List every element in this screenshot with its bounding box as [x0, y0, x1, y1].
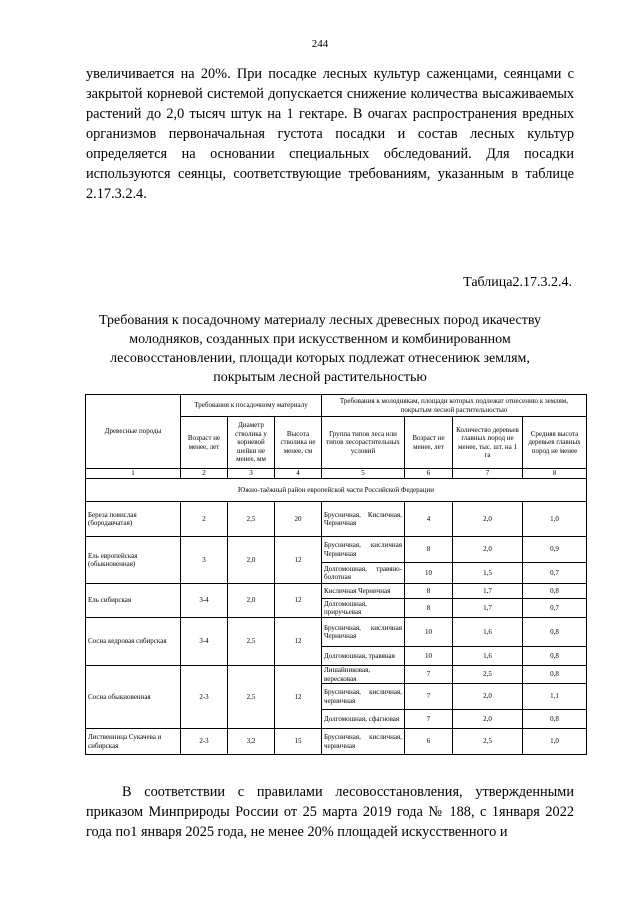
planting-age: 3	[181, 537, 228, 584]
table-row	[86, 502, 587, 537]
young-age: 10	[405, 618, 453, 647]
table-row	[86, 537, 587, 563]
species-name: Сосна кедровая сибирская	[86, 618, 181, 666]
species-name: Ель сибирская	[86, 584, 181, 618]
region-row: Южно-таёжный район европейской части Российской Федерации	[86, 479, 587, 502]
avg-height: 0,8	[523, 666, 587, 684]
column-number: 4	[275, 469, 322, 479]
young-age: 7	[405, 666, 453, 684]
header-young-stands: Требования к молоднякам, площади которых подлежат отнесению к землям, покрытым лесной растительностью	[322, 395, 587, 417]
table-row	[86, 584, 587, 599]
young-age: 8	[405, 537, 453, 563]
tree-count: 2,0	[453, 537, 523, 563]
column-number: 8	[523, 469, 587, 479]
planting-diameter: 2,5	[228, 618, 275, 666]
tree-count: 1,5	[453, 563, 523, 584]
planting-age: 3-4	[181, 584, 228, 618]
species-name: Ель европейская (обыкновенная)	[86, 537, 181, 584]
forest-type: Долгомошная, сфагновая	[322, 710, 405, 729]
tree-count: 2,5	[453, 666, 523, 684]
page-number: 244	[311, 38, 329, 50]
young-age: 8	[405, 599, 453, 618]
table-caption: Требования к посадочному материалу лесных древесных пород икачеству молодняков, созданных при искусственном и комбинированном лесовосстановлении, площади которых подлежат отнесениюк землям, покрытым лесной растительностью	[98, 313, 542, 385]
tree-count: 2,0	[453, 710, 523, 729]
forest-type: Брусничная, кисличная, черничная	[322, 684, 405, 710]
species-name: Лиственница Сукачева и сибирская	[86, 729, 181, 755]
header-avg-height: Средняя высота деревьев главных пород не менее	[523, 417, 587, 469]
planting-diameter: 2,5	[228, 502, 275, 537]
planting-diameter: 2,0	[228, 537, 275, 584]
young-age: 8	[405, 584, 453, 599]
young-age: 6	[405, 729, 453, 755]
forest-type: Кисличная Черничная	[322, 584, 405, 599]
forest-type: Долгомошная, травяно-болотная	[322, 563, 405, 584]
planting-age: 2	[181, 502, 228, 537]
planting-height: 12	[275, 584, 322, 618]
forest-type: Брусничная, кисличная Черничная	[322, 618, 405, 647]
planting-diameter: 3,2	[228, 729, 275, 755]
forest-type: Долгомошная, травяная	[322, 647, 405, 666]
header-tree-count: Количество деревьев главных пород не менее, тыс. шт. на 1 га	[453, 417, 523, 469]
species-name: Сосна обыкновенная	[86, 666, 181, 729]
paragraph-top: увеличивается на 20%. При посадке лесных культур саженцами, сеянцами с закрытой корневой системой допускается снижение количества высаживаемых растений до 2,0 тысяч штук на 1 гектаре. В очагах распространения вредных организмов первоначальная густота посадки и состав лесных культур определяется на основании специальных обследований. Для посадки используются сеянцы, соответствующие требованиям, указанным в таблице 2.17.3.2.4.	[86, 66, 574, 202]
avg-height: 0,8	[523, 584, 587, 599]
planting-height: 20	[275, 502, 322, 537]
forest-type: Брусничная, кисличная Черничная	[322, 537, 405, 563]
header-height: Высота стволика не менее, см	[275, 417, 322, 469]
tree-count: 2,0	[453, 684, 523, 710]
header-diameter: Диаметр стволика у корневой шейки не менее, мм	[228, 417, 275, 469]
header-planting-material: Требования к посадочному материалу	[181, 395, 322, 417]
header-age: Возраст не менее, лет	[181, 417, 228, 469]
column-number: 3	[228, 469, 275, 479]
requirements-table	[85, 394, 587, 755]
planting-diameter: 2,0	[228, 584, 275, 618]
avg-height: 1,0	[523, 729, 587, 755]
forest-type: Лишайниковая, вересковая	[322, 666, 405, 684]
table-label: Таблица2.17.3.2.4.	[463, 275, 572, 290]
avg-height: 0,7	[523, 599, 587, 618]
planting-diameter: 2,5	[228, 666, 275, 729]
young-age: 10	[405, 647, 453, 666]
forest-type: Брусничная, кисличная, черничная	[322, 729, 405, 755]
planting-age: 3-4	[181, 618, 228, 666]
young-age: 4	[405, 502, 453, 537]
header-forest-type: Группа типов леса или типов лесорастительных условий	[322, 417, 405, 469]
young-age: 7	[405, 710, 453, 729]
column-number: 6	[405, 469, 453, 479]
header-age-young: Возраст не менее, лет	[405, 417, 453, 469]
column-number: 5	[322, 469, 405, 479]
column-number: 1	[86, 469, 181, 479]
tree-count: 1,7	[453, 599, 523, 618]
paragraph-bottom: В соответствии с правилами лесовосстановления, утвержденными приказом Минприроды России от 25 марта 2019 года № 188, с 1января 2022 года по1 января 2025 года, не менее 20% площадей искусственного и	[86, 784, 574, 840]
young-age: 7	[405, 684, 453, 710]
table-row	[86, 618, 587, 647]
planting-height: 12	[275, 537, 322, 584]
column-number: 2	[181, 469, 228, 479]
planting-height: 12	[275, 666, 322, 729]
avg-height: 0,7	[523, 563, 587, 584]
avg-height: 1,0	[523, 502, 587, 537]
avg-height: 0,9	[523, 537, 587, 563]
tree-count: 2,0	[453, 502, 523, 537]
avg-height: 0,8	[523, 618, 587, 647]
column-number: 7	[453, 469, 523, 479]
forest-type: Долгомошная, приручьевая	[322, 599, 405, 618]
tree-count: 1,7	[453, 584, 523, 599]
avg-height: 0,8	[523, 710, 587, 729]
planting-age: 2-3	[181, 729, 228, 755]
tree-count: 1,6	[453, 618, 523, 647]
species-name: Береза повислая (бородавчатая)	[86, 502, 181, 537]
table-row	[86, 666, 587, 684]
planting-height: 12	[275, 618, 322, 666]
tree-count: 1,6	[453, 647, 523, 666]
avg-height: 1,1	[523, 684, 587, 710]
tree-count: 2,5	[453, 729, 523, 755]
planting-age: 2-3	[181, 666, 228, 729]
young-age: 10	[405, 563, 453, 584]
planting-height: 15	[275, 729, 322, 755]
header-species: Древесные породы	[86, 395, 181, 469]
avg-height: 0,8	[523, 647, 587, 666]
table-row	[86, 729, 587, 755]
forest-type: Брусничная, Кисличная, Черничная	[322, 502, 405, 537]
